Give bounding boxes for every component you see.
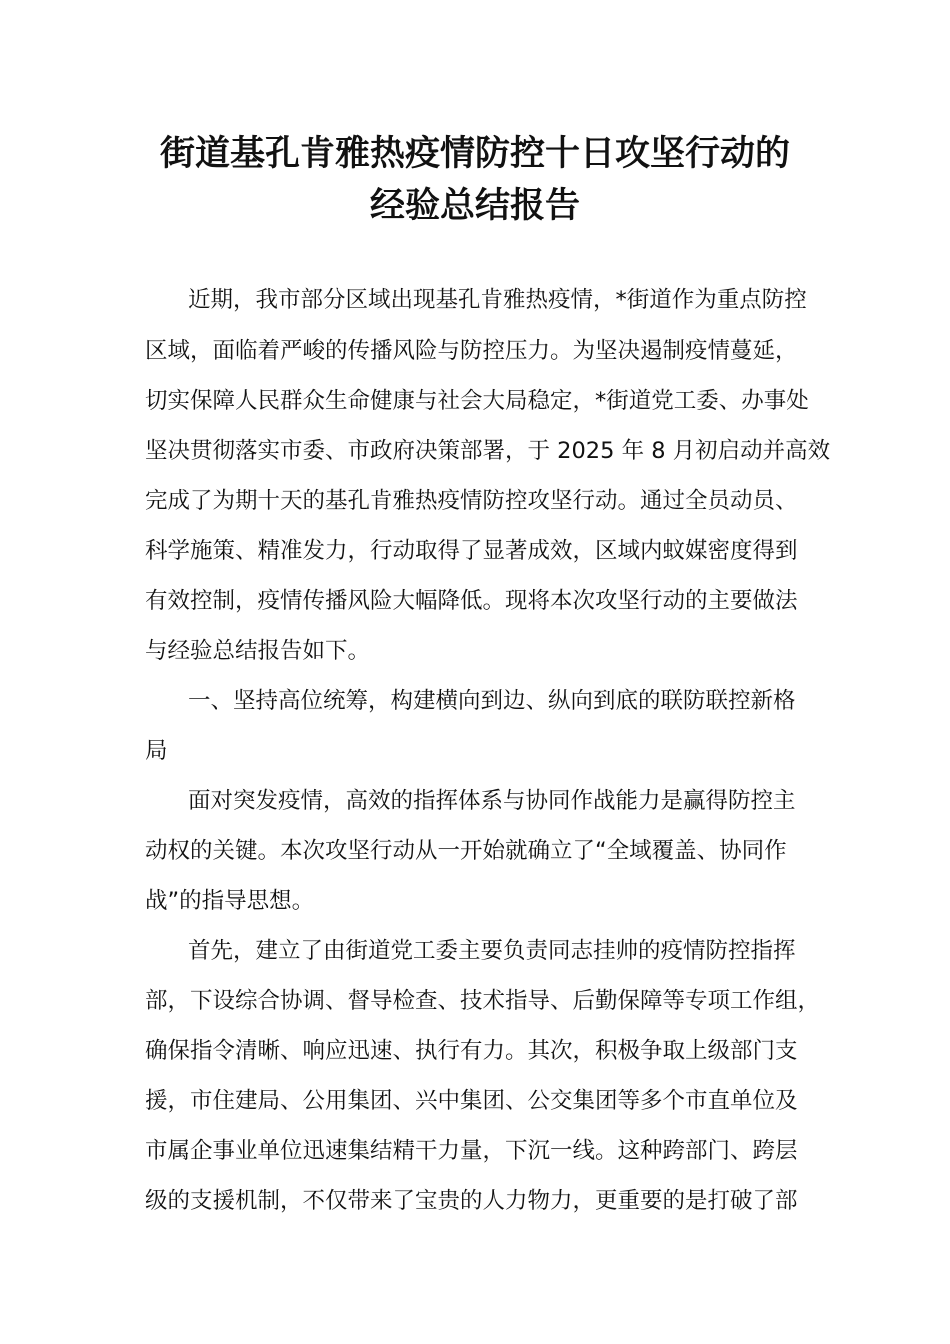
paragraph-line: 切实保障人民群众生命健康与社会大局稳定，*街道党工委、办事处 bbox=[145, 388, 809, 414]
paragraph-line: 市属企事业单位迅速集结精干力量，下沉一线。这种跨部门、跨层 bbox=[145, 1138, 798, 1164]
paragraph-line: 有效控制，疫情传播风险大幅降低。现将本次攻坚行动的主要做法 bbox=[145, 588, 798, 614]
paragraph-line: 首先，建立了由街道党工委主要负责同志挂帅的疫情防控指挥 bbox=[188, 938, 796, 964]
paragraph-line: 坚决贯彻落实市委、市政府决策部署，于 2025 年 8 月初启动并高效 bbox=[145, 438, 831, 464]
section-heading-line: 一、坚持高位统筹，构建横向到边、纵向到底的联防联控新格 bbox=[188, 688, 796, 714]
paragraph-line: 援，市住建局、公用集团、兴中集团、公交集团等多个市直单位及 bbox=[145, 1088, 798, 1114]
paragraph-line: 战”的指导思想。 bbox=[145, 888, 315, 914]
paragraph-line: 级的支援机制，不仅带来了宝贵的人力物力，更重要的是打破了部 bbox=[145, 1188, 798, 1214]
document-title-line-2: 经验总结报告 bbox=[369, 186, 580, 226]
paragraph-line: 动权的关键。本次攻坚行动从一开始就确立了“全域覆盖、协同作 bbox=[145, 838, 787, 864]
paragraph-line: 近期，我市部分区域出现基孔肯雅热疫情，*街道作为重点防控 bbox=[188, 287, 807, 313]
document-title-line-1: 街道基孔肯雅热疫情防控十日攻坚行动的 bbox=[159, 134, 790, 174]
paragraph-line: 区域，面临着严峻的传播风险与防控压力。为坚决遏制疫情蔓延， bbox=[145, 338, 798, 364]
paragraph-line: 完成了为期十天的基孔肯雅热疫情防控攻坚行动。通过全员动员、 bbox=[145, 488, 798, 514]
paragraph-line: 部，下设综合协调、督导检查、技术指导、后勤保障等专项工作组， bbox=[145, 988, 821, 1014]
paragraph-line: 与经验总结报告如下。 bbox=[145, 638, 371, 664]
paragraph-line: 科学施策、精准发力，行动取得了显著成效，区域内蚊媒密度得到 bbox=[145, 538, 798, 564]
paragraph-line: 面对突发疫情，高效的指挥体系与协同作战能力是赢得防控主 bbox=[188, 788, 796, 814]
section-heading-line: 局 bbox=[145, 738, 168, 764]
paragraph-line: 确保指令清晰、响应迅速、执行有力。其次，积极争取上级部门支 bbox=[145, 1038, 798, 1064]
